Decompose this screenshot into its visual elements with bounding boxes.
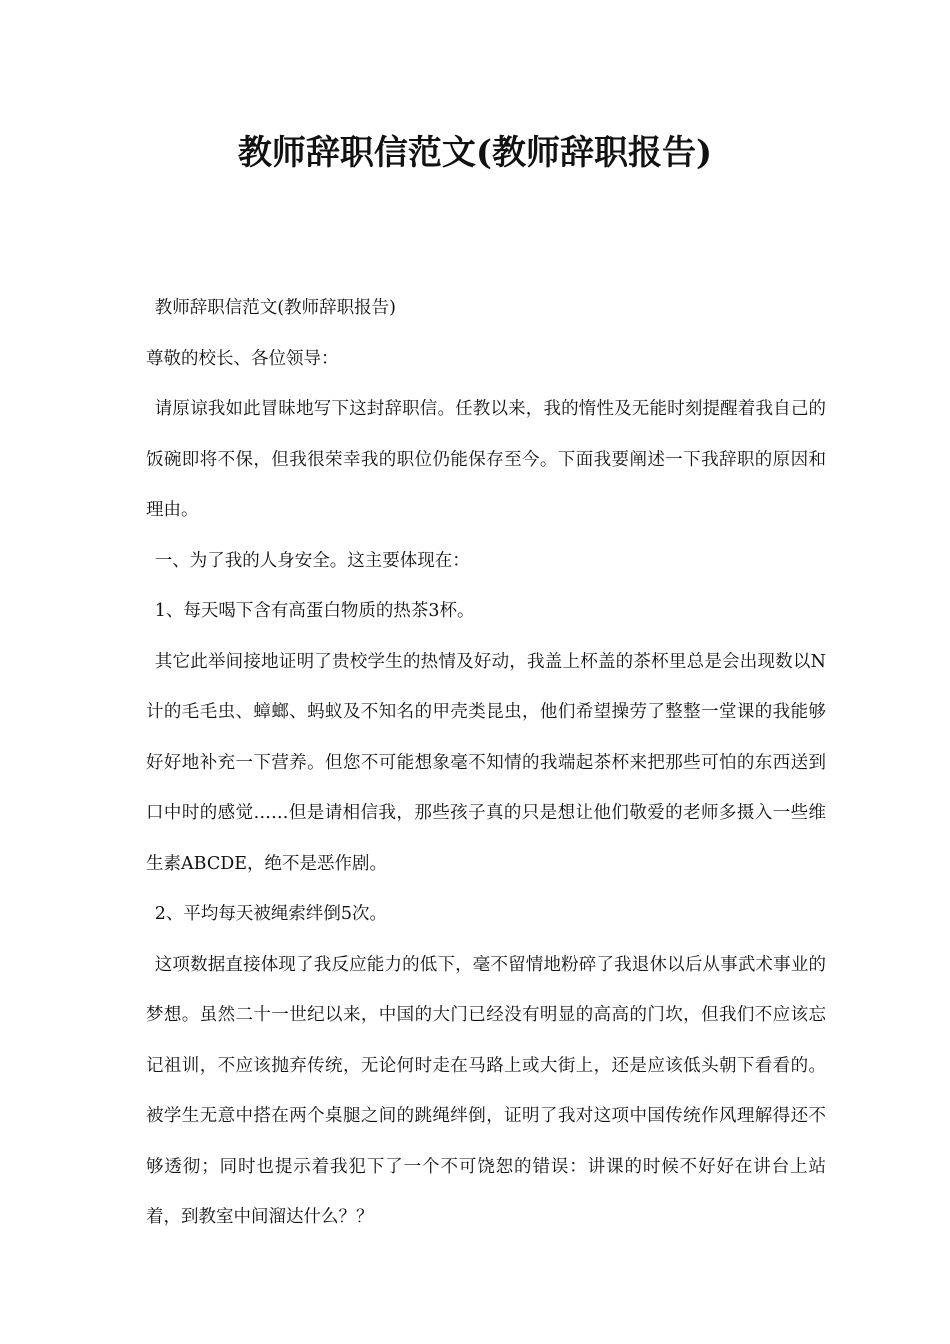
document-title: 教师辞职信范文(教师辞职报告) bbox=[237, 133, 713, 173]
paragraph-point-2-detail: 这项数据直接体现了我反应能力的低下，毫不留情地粉碎了我退休以后从事武术事业的梦想。虽然二十一世纪以来，中国的大门已经没有明显的高高的门坎，但我们不应该忘记祖训，不应该抛弃传统，无论何时走在马路上或大街上，还是应该低头朝下看看的。被学生无意中搭在两个桌腿之间的跳绳绊倒，证明了我对这项中国传统作风理解得还不够透彻；同时也提示着我犯下了一个不可饶恕的错误：讲课的时候不好好在讲台上站着，到教室中间溜达什么？？ bbox=[146, 954, 826, 1227]
paragraph-point-2: 2、平均每天被绳索绊倒5次。 bbox=[154, 904, 388, 924]
paragraph-section-heading: 一、为了我的人身安全。这主要体现在： bbox=[154, 550, 470, 571]
paragraph-point-1-detail: 其它此举间接地证明了贵校学生的热情及好动，我盖上杯盖的茶杯里总是会出现数以N计的毛毛虫、蟑螂、蚂蚁及不知名的甲壳类昆虫，他们希望操劳了整整一堂课的我能够好好地补充一下营养。但您不可能想象毫不知情的我端起茶杯来把那些可怕的东西送到口中时的感觉……但是请相信我，那些孩子真的只是想让他们敬爱的老师多摄入一些维生素ABCDE，绝不是恶作剧。 bbox=[146, 651, 826, 874]
paragraph-intro: 请原谅我如此冒昧地写下这封辞职信。任教以来，我的惰性及无能时刻提醒着我自己的饭碗即将不保，但我很荣幸我的职位仍能保存至今。下面我要阐述一下我辞职的原因和理由。 bbox=[146, 399, 826, 520]
paragraph-salutation: 尊敬的校长、各位领导： bbox=[146, 348, 339, 369]
document-body bbox=[146, 283, 826, 1243]
paragraph-subtitle: 教师辞职信范文(教师辞职报告) bbox=[154, 298, 396, 318]
paragraph-point-1: 1、每天喝下含有高蛋白物质的热茶3杯。 bbox=[154, 601, 475, 621]
